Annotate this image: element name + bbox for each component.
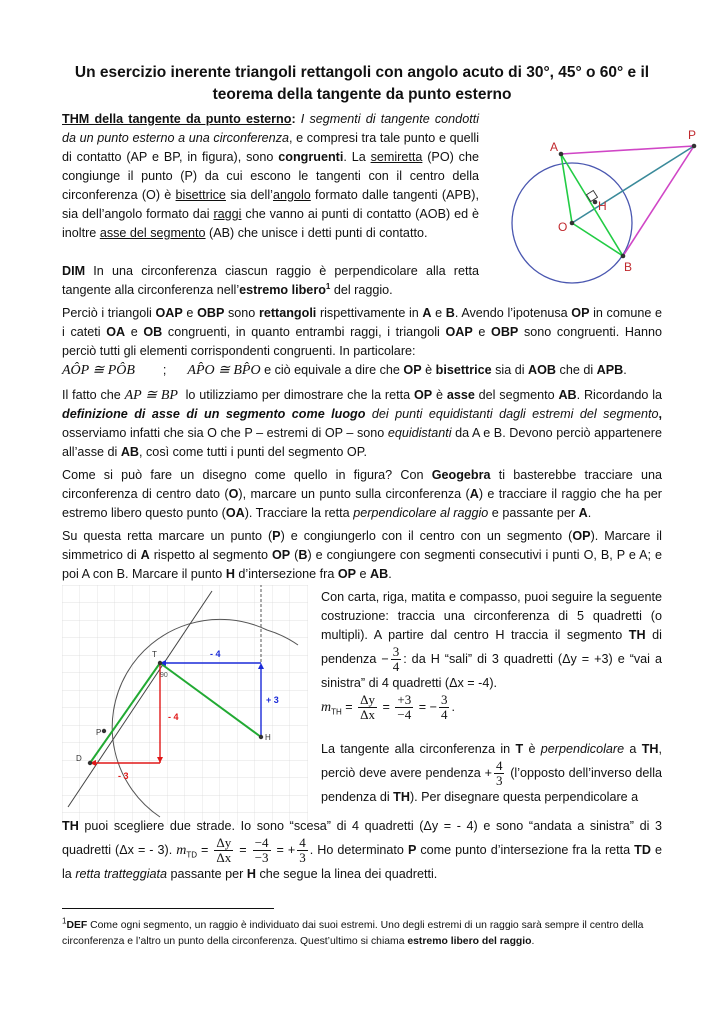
text: e	[431, 306, 446, 320]
text: ,	[658, 407, 662, 421]
radius-ob	[572, 223, 623, 256]
label-p: P	[688, 128, 697, 142]
text: da A e B. Devono perciò appartenere all’asse di	[62, 426, 662, 459]
fraction-perp-slope	[494, 759, 505, 788]
tangent-bp	[623, 146, 694, 256]
text: ti basterebbe tracciare una circonferenza di centro dato (	[62, 468, 662, 501]
keyword: OB	[143, 325, 163, 339]
keyword: T	[515, 742, 524, 756]
proof-paragraph	[62, 262, 479, 300]
label-p: P	[96, 728, 102, 737]
label-b: B	[624, 260, 633, 274]
text: e la	[62, 842, 662, 881]
keyword: OA	[106, 325, 126, 339]
denominator: 3	[495, 773, 503, 788]
denominator: 4	[392, 659, 400, 674]
text: che segue la linea dei quadretti.	[255, 867, 438, 881]
keyword: A	[140, 548, 150, 562]
page-title: Un esercizio inerente triangoli rettangoli con angolo acuto di 30°, 45° o 60° e il teorema della tangente da punto esterno	[74, 64, 650, 103]
point-p	[102, 729, 106, 733]
label-dx1: - 4	[210, 649, 221, 659]
keyword: O	[228, 487, 239, 501]
text: lo utilizziamo per dimostrare che la retta	[181, 388, 414, 402]
text: Come si può fare un disegno come quello in figura? Con	[62, 468, 432, 482]
denominator: −4	[397, 707, 412, 722]
math-eq: =	[379, 699, 394, 714]
label-a: A	[550, 140, 559, 154]
keyword: OP	[572, 529, 591, 543]
paragraph-triangles	[62, 304, 662, 380]
text: (	[290, 548, 299, 562]
text: Su questa retta marcare un punto (	[62, 529, 273, 543]
link-term: bisettrice	[175, 188, 226, 202]
keyword: P	[272, 529, 281, 543]
text: ). Marcare il simmetrico di	[62, 529, 662, 562]
numerator: −4	[254, 835, 269, 850]
link-term: raggi	[213, 207, 242, 221]
theorem-heading: THM della tangente da punto esterno	[62, 112, 292, 126]
label-dy1: + 3	[266, 695, 279, 705]
footnote	[62, 918, 666, 950]
link-term: semiretta	[370, 150, 423, 164]
paragraph-geogebra	[62, 466, 662, 523]
text: .	[623, 363, 627, 377]
text: : da H “sali” di 3 quadretti (Δy = +3) e “vai a sinistra” di 4 quadretti (Δx = -4).	[321, 651, 662, 690]
point-a	[559, 152, 564, 157]
text: passante per	[167, 867, 247, 881]
text: Con carta, riga, matita e compasso, puoi seguire la seguente costruzione: traccia una circonferenza di 5 quadretti (o multipli). A partire dal centro H traccia il segmento	[321, 590, 662, 642]
text: sono congruenti. Hanno perciò tutti gli elementi corrispondenti congruenti. In particolare:	[62, 325, 662, 358]
keyword: OP	[337, 567, 357, 581]
text: (AB) che unisce i detti punti di contatto.	[205, 226, 428, 240]
label-h: H	[598, 199, 607, 213]
text: . Ho determinato	[309, 842, 408, 857]
math-sign: −	[381, 651, 389, 666]
text: , così come tutti i punti del segmento OP.	[139, 445, 367, 459]
keyword: OP	[403, 363, 422, 377]
text: e	[356, 567, 371, 581]
math-sign: +	[287, 842, 296, 857]
denominator: Δx	[360, 707, 376, 722]
text: e	[472, 325, 492, 339]
keyword: A	[578, 506, 588, 520]
text: equidistanti	[387, 426, 452, 440]
keyword: AB	[370, 567, 389, 581]
footnote-ref[interactable]: 1	[325, 281, 331, 291]
keyword: Geogebra	[431, 468, 491, 482]
keyword: AOB	[528, 363, 557, 377]
text: Come ogni segmento, un raggio è individuato dai suoi estremi. Uno degli estremi di un raggio sarà sempre il centro della circonferenza e l’altro un punto della circonferenza. Quest’ultimo si chiama	[62, 920, 644, 947]
text: ). Per disegnare questa perpendicolare a	[409, 790, 639, 804]
math-eq: =	[341, 699, 357, 714]
fraction-values	[395, 693, 413, 722]
math-sub: TH	[331, 707, 342, 717]
keyword: OBP	[491, 325, 519, 339]
denominator: −3	[254, 850, 269, 865]
text: . Ricordando la	[576, 388, 662, 402]
numerator: Δy	[360, 692, 376, 707]
denominator: 3	[299, 850, 306, 865]
keyword: estremo libero del raggio	[407, 936, 532, 947]
text: La tangente alla circonferenza in	[321, 742, 516, 756]
text: .	[587, 506, 592, 520]
text: ;	[162, 363, 167, 377]
keyword: congruenti	[278, 150, 344, 164]
theorem-text: I segmenti di tangente condotti da un punto esterno a una circonferenza	[62, 112, 479, 145]
text: .	[451, 699, 455, 714]
paragraph-axis	[62, 386, 662, 462]
text: e	[125, 325, 144, 339]
point-d	[88, 761, 92, 765]
text: è	[421, 363, 436, 377]
keyword: A	[469, 487, 479, 501]
label-h: H	[265, 733, 271, 742]
point-o	[570, 221, 575, 226]
keyword: OAP	[155, 306, 183, 320]
keyword: TH	[628, 628, 646, 642]
keyword: OP	[272, 548, 291, 562]
keyword: H	[246, 867, 256, 881]
point-p	[692, 144, 697, 149]
keyword: B	[298, 548, 308, 562]
keyword: TH	[62, 819, 79, 833]
keyword: OA	[225, 506, 245, 520]
text: perpendicolare al raggio	[353, 506, 489, 520]
text: (l’opposto dell’inverso della pendenza di	[321, 765, 662, 804]
text: del segmento	[474, 388, 559, 402]
text: ) e tracciare il raggio che ha per estremo libero questo punto (	[62, 487, 662, 520]
math-m: m	[321, 699, 332, 715]
label-dy2: - 4	[168, 712, 179, 722]
math-eq: =	[415, 699, 430, 714]
paragraph-tangent-cont	[62, 817, 662, 884]
colon: :	[291, 112, 301, 126]
keyword: OP	[571, 306, 590, 320]
keyword: TH	[641, 742, 659, 756]
point-h	[259, 735, 263, 739]
equation-angles: AÔP ≅ PÔB	[62, 363, 135, 378]
fraction-result	[297, 836, 308, 865]
keyword: OBP	[197, 306, 225, 320]
text: e passante per	[488, 506, 579, 520]
text: del raggio.	[330, 283, 393, 297]
denominator: 4	[440, 707, 448, 722]
text: come punto d’intersezione fra la retta	[416, 842, 635, 857]
numerator: Δy	[216, 835, 232, 850]
keyword: luogo	[331, 407, 366, 421]
label-dx2: - 3	[118, 771, 129, 781]
footnote-divider	[62, 908, 274, 909]
proof-heading: DIM	[62, 264, 86, 278]
label-o: O	[558, 220, 568, 234]
text: rispetto al segmento	[149, 548, 273, 562]
chord-ab	[561, 154, 623, 256]
keyword: B	[445, 306, 455, 320]
math-eq: =	[197, 842, 213, 857]
text: (PO) che congiunge il punto (P) da cui escono le tangenti con il centro della circonferenza (O) è	[62, 150, 479, 202]
paragraph-tangent	[321, 740, 662, 807]
fraction-result	[439, 693, 450, 722]
keyword: estremo libero	[239, 283, 326, 297]
fraction-delta	[358, 693, 377, 722]
paragraph-compass	[321, 588, 662, 722]
text: dei punti equidistanti dagli estremi del segmento	[365, 407, 659, 421]
keyword: A	[422, 306, 432, 320]
text: sia di	[491, 363, 529, 377]
text: sia dell’	[225, 188, 273, 202]
text: ) e congiungere con segmenti consecutivi i punti O, B, P e A; e poi A con B. Marcare il punto	[62, 548, 662, 581]
text: perpendicolare	[540, 742, 625, 756]
math-sub: TD	[186, 850, 198, 860]
text: che vanno ai punti di contatto (AOB) ed è inoltre	[62, 207, 479, 240]
segment-op	[572, 146, 694, 223]
link-term: asse del segmento	[99, 226, 206, 240]
text: Perciò i triangoli	[62, 306, 156, 320]
footnote-number: 1	[62, 916, 67, 926]
keyword: APB	[596, 363, 624, 377]
text: In una circonferenza ciascun raggio è perpendicolare alla retta tangente alla circonferenza nell’	[62, 264, 479, 297]
text: congruenti, in quanto entrambi raggi, i triangoli	[162, 325, 446, 339]
keyword: H	[225, 567, 235, 581]
numerator: 4	[495, 758, 503, 773]
keyword: AB	[120, 445, 140, 459]
text: è	[523, 742, 541, 756]
math-eq: =	[235, 842, 251, 857]
text: ) e congiungerlo con il centro con un segmento (	[280, 529, 573, 543]
text: .	[531, 936, 535, 947]
equation-segments: AP ≅ BP	[124, 388, 178, 403]
label-d: D	[76, 754, 82, 763]
fraction-slope	[391, 645, 402, 674]
link-term: angolo	[272, 188, 311, 202]
text: e ciò equivale a dire che	[260, 363, 404, 377]
text: a	[624, 742, 642, 756]
grid-construction-figure	[62, 585, 308, 825]
tangent-ap	[561, 146, 694, 154]
math-sign: +	[484, 765, 492, 780]
theorem-paragraph	[62, 110, 479, 243]
text: Il fatto che	[62, 388, 125, 402]
text: ). Tracciare la retta	[244, 506, 354, 520]
text: .	[388, 567, 392, 581]
grid-background	[62, 585, 308, 825]
text: retta tratteggiata	[75, 867, 168, 881]
denominator: Δx	[216, 850, 232, 865]
math-eq: =	[272, 842, 288, 857]
math-m: m	[176, 842, 187, 858]
keyword: P	[407, 842, 417, 857]
keyword: asse	[446, 388, 475, 402]
label-t: T	[152, 650, 157, 659]
text: di pendenza	[321, 628, 662, 666]
text: puoi scegliere due strade. Io sono “scesa” di 4 quadretti (Δy = - 4) e sono “andata a sinistra” di 3 quadretti (Δx = - 3).	[62, 819, 662, 857]
keyword: OAP	[445, 325, 473, 339]
point-t	[158, 661, 162, 665]
point-h	[593, 200, 598, 205]
keyword: bisettrice	[435, 363, 492, 377]
text: in comune e i cateti	[62, 306, 662, 339]
text: è	[432, 388, 447, 402]
point-b	[621, 254, 626, 259]
keyword: AB	[558, 388, 577, 402]
fraction-delta	[214, 836, 233, 865]
numerator: 4	[299, 835, 306, 850]
fraction-values	[253, 836, 271, 865]
keyword: TD	[634, 842, 651, 857]
text: . La	[343, 150, 371, 164]
math-sign: −	[429, 699, 437, 714]
numerator: 3	[392, 644, 400, 659]
keyword: rettangoli	[258, 306, 317, 320]
keyword: OP	[413, 388, 433, 402]
text: , perciò deve avere pendenza	[321, 742, 662, 780]
text: . Avendo l’ipotenusa	[454, 306, 572, 320]
text: osserviamo infatti che sia O che P – estremi di OP – sono	[62, 426, 388, 440]
text: sono	[224, 306, 259, 320]
text: formato dalle tangenti (APB), sia dell’angolo formato dai	[62, 188, 480, 221]
keyword: definizione di asse di un segmento come	[62, 407, 332, 421]
numerator: 3	[440, 692, 448, 707]
tangent-figure	[500, 118, 706, 298]
equation-angles-2: AP̂O ≅ BP̂O	[187, 363, 261, 378]
text: ), marcare un punto sulla circonferenza (	[238, 487, 470, 501]
label-angle: 90	[160, 672, 168, 679]
text: e	[182, 306, 198, 320]
text: che di	[556, 363, 597, 377]
text: , e compresi tra tale punto e quelli di contatto (AP e BP, in figura), sono	[62, 131, 479, 164]
keyword: TH	[393, 790, 410, 804]
paragraph-construction	[62, 527, 662, 584]
keyword: DEF	[66, 920, 88, 931]
numerator: +3	[397, 692, 412, 707]
text: d’intersezione fra	[234, 567, 338, 581]
text: rispettivamente in	[316, 306, 423, 320]
